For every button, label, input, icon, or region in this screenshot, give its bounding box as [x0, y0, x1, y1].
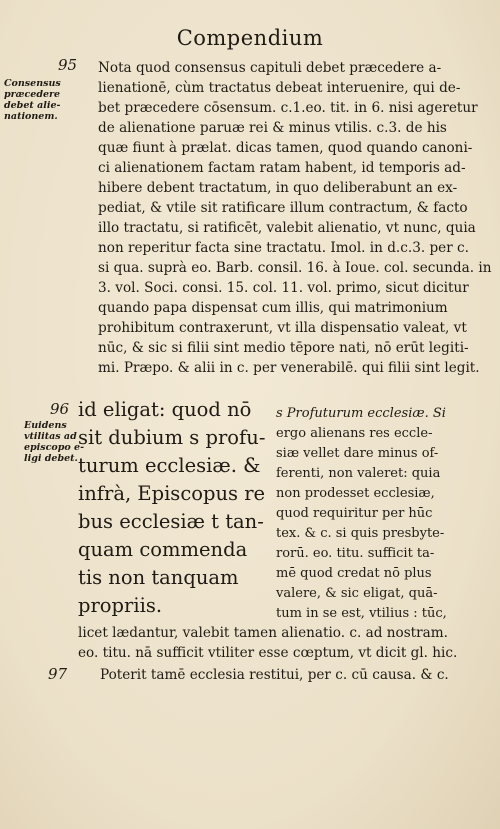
text-line: prohibitum contraxerunt, vt illa dispensatio valeat, vt: [98, 320, 467, 336]
gloss-line: siæ vellet dare minus of-: [276, 446, 439, 461]
text-line: hibere debent tractatum, in quo deliberabunt an ex-: [98, 180, 458, 196]
text-line: turum ecclesiæ. &: [78, 454, 261, 477]
text-line: quando papa dispensat cum illis, qui matrimonium: [98, 300, 448, 316]
text-line: licet lædantur, valebit tamen alienatio. c. ad nostram.: [78, 625, 448, 641]
text-line: si qua. suprà eo. Barb. consil. 16. à Ioue. col. secunda. in: [98, 260, 492, 276]
section-number-96: 96: [50, 400, 70, 418]
text-line-97: Poterit tamē ecclesia restitui, per c. cū causa. & c.: [100, 667, 449, 683]
text-line: nūc, & sic si filii sint medio tēpore nati, nō erūt legiti-: [98, 340, 469, 356]
section-number-97: 97: [48, 665, 68, 683]
section-number-95: 95: [58, 56, 78, 74]
gloss-line: ferenti, non valeret: quia: [276, 466, 441, 481]
gloss-line: mē quod credat nō plus: [276, 566, 432, 581]
marginal-note-95: Consensus præcedere debet alie- nationem.: [4, 78, 61, 122]
text-line: bet præcedere cōsensum. c.1.eo. tit. in 6. nisi ageretur: [98, 100, 478, 116]
text-line: quæ fiunt à prælat. dicas tamen, quod quando canoni-: [98, 140, 473, 156]
gloss-line: ergo alienans res eccle-: [276, 426, 433, 441]
text-line: infrà, Episcopus re: [78, 482, 266, 505]
gloss-line: quod requiritur per hūc: [276, 506, 433, 521]
text-line: eo. titu. nā sufficit vtiliter esse cœptum, vt dicit gl. hic.: [78, 645, 458, 661]
text-line: non reperitur facta sine tractatu. Imol. in d.c.3. per c.: [98, 240, 469, 256]
gloss-line: valere, & sic eligat, quā-: [276, 586, 438, 601]
text-line: pediat, & vtile sit ratificare illum contractum, & facto: [98, 200, 468, 216]
gloss-line: non prodesset ecclesiæ,: [276, 486, 435, 501]
paragraph-95: [98, 58, 491, 378]
main-text-96: [78, 396, 265, 620]
text-line: illo tractatu, si ratificēt, valebit alienatio, vt nunc, quia: [98, 220, 476, 236]
text-line: de alienatione paruæ rei & minus vtilis. c.3. de his: [98, 120, 447, 136]
text-line: 3. vol. Soci. consi. 15. col. 11. vol. primo, sicut dicitur: [98, 280, 469, 296]
continuation-text: [78, 623, 457, 663]
text-line: propriis.: [78, 594, 163, 617]
text-line: sit dubium s profu-: [78, 426, 266, 449]
gloss-line: tum in se est, vtilius : tūc,: [276, 606, 447, 621]
text-line: lienationē, cùm tractatus debeat interuenire, qui de-: [98, 80, 461, 96]
text-line: ci alienationem factam ratam habent, id temporis ad-: [98, 160, 466, 176]
gloss-line: tex. & c. si quis presbyte-: [276, 526, 445, 541]
gloss-line: rorū. eo. titu. sufficit ta-: [276, 546, 435, 561]
text-line: Nota quod consensus capituli debet præcedere a-: [98, 60, 442, 76]
text-line: bus ecclesiæ t tan-: [78, 510, 264, 533]
gloss-line: s Profuturum ecclesiæ. Si: [276, 406, 446, 421]
text-line: id eligat: quod nō: [78, 398, 252, 421]
gloss-column: [276, 404, 447, 624]
text-line: quam commenda: [78, 538, 248, 561]
page-title: Compendium: [176, 26, 324, 50]
text-line: mi. Præpo. & alii in c. per venerabilē. qui filii sint legit.: [98, 360, 480, 376]
marginal-note-96: Euidens vtilitas ad episcopo e- ligi debet.: [24, 420, 85, 464]
text-line: tis non tanquam: [78, 566, 239, 589]
